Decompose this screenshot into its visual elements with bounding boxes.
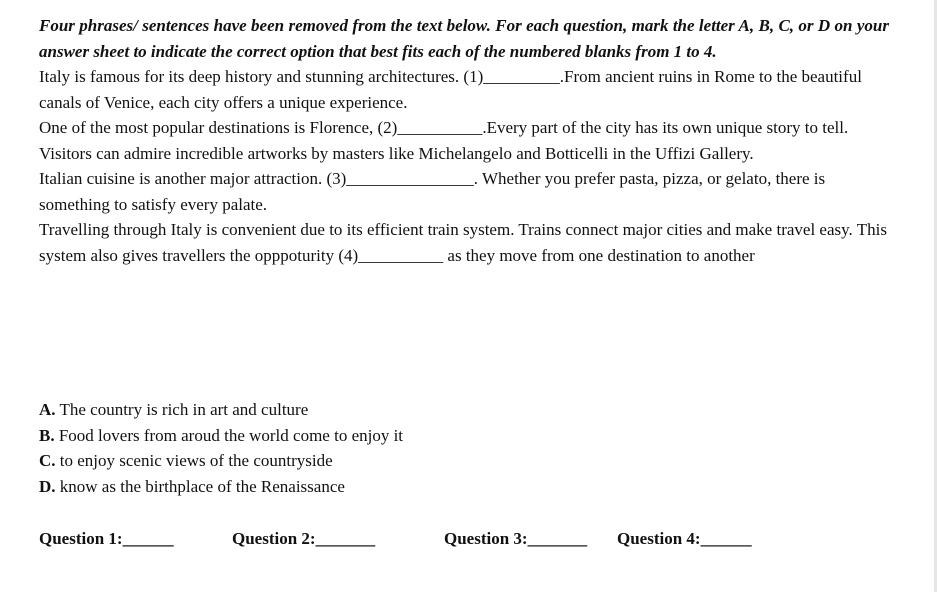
exercise-content [39,13,889,268]
option-text: Food lovers from aroud the world come to enjoy it [54,425,404,445]
option-text: to enjoy scenic views of the countryside [55,451,333,470]
option-letter: A. [39,400,56,419]
option-letter: D. [39,476,56,496]
option-b [39,423,739,449]
answer-question-4: Question 4:______ [617,529,752,548]
option-letter: C. [39,451,56,470]
passage-paragraph-2: One of the most popular destinations is Florence, (2)__________.Every part of the city has its own unique story to tell. Visitors can admire incredible artworks by masters like Michelangelo and Botticelli in the Uffizi Gallery. [39,118,849,163]
answer-blanks [39,526,799,552]
option-a [39,397,739,423]
passage-paragraph-4: Travelling through Italy is convenient due to its efficient train system. Trains connect major cities and make travel easy. This system also gives travellers the opppoturity (4)__________ as they move from one destination to another [39,220,887,265]
answer-question-2: Question 2:_______ [232,529,376,548]
answer-question-1: Question 1:______ [39,529,174,548]
option-text: The country is rich in art and culture [55,400,309,419]
option-d [39,474,739,500]
option-c [39,448,739,474]
passage-paragraph-3: Italian cuisine is another major attraction. (3)_______________. Whether you prefer pasta, pizza, or gelato, there is something to satisfy every palate. [39,169,826,214]
passage-paragraph-1: Italy is famous for its deep history and stunning architectures. (1)_________.From ancient ruins in Rome to the beautiful canals of Venice, each city offers a unique experience. [39,67,862,112]
answer-question-3: Question 3:_______ [444,529,588,548]
option-text: know as the birthplace of the Renaissance [55,476,345,496]
answer-options [39,397,739,499]
option-letter: B. [39,425,55,445]
passage [39,64,889,268]
instructions: Four phrases/ sentences have been removed from the text below. For each question, mark the letter A, B, C, or D on your answer sheet to indicate the correct option that best fits each of the numbered blanks from 1 to 4. [39,16,889,61]
